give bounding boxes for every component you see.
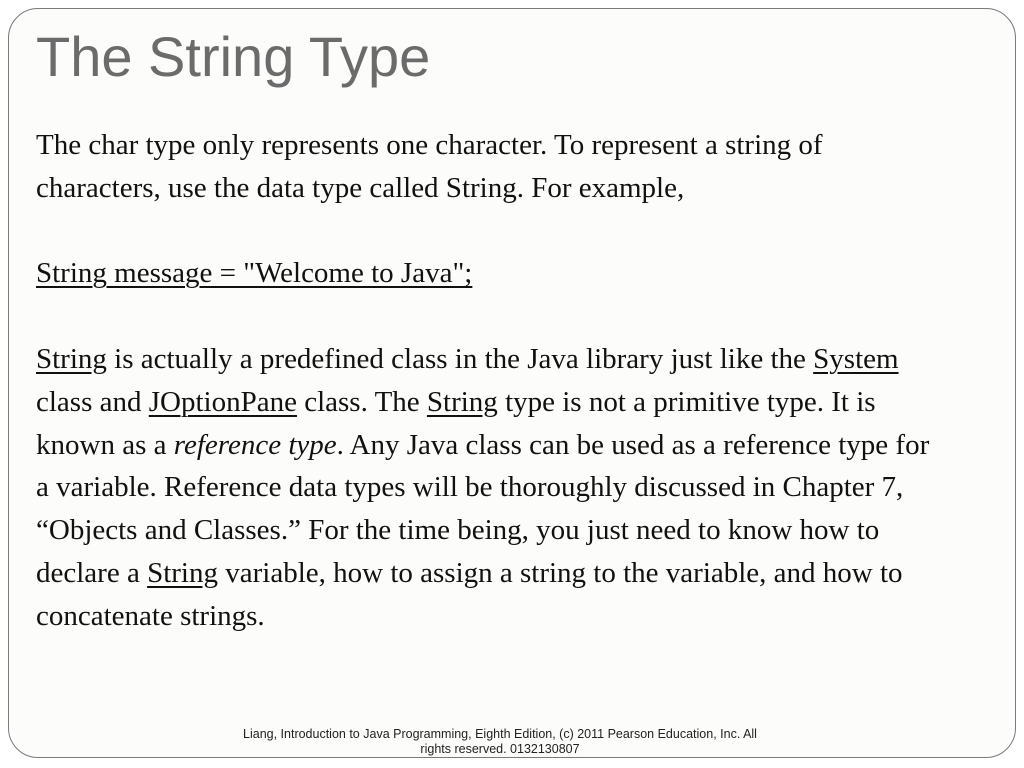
paragraph-text: variable, how to assign a string to the variable, and how to <box>217 556 903 589</box>
intro-line-2: characters, use the data type called String. For example, <box>36 171 685 204</box>
paragraph-line-5: “Objects and Classes.” For the time being, you just need to know how to <box>36 514 880 547</box>
slide-title: The String Type <box>36 25 431 88</box>
string-keyword: String <box>36 342 107 375</box>
paragraph-text: type is not a primitive type. It is <box>497 385 876 418</box>
paragraph-line-6 <box>36 552 996 595</box>
joptionpane-keyword: JOptionPane <box>148 385 297 418</box>
paragraph-line-2 <box>36 381 996 424</box>
slide-footer <box>190 727 810 757</box>
paragraph-line-7: concatenate strings. <box>36 599 265 632</box>
paragraph-text: . Any Java class can be used as a reference type for <box>336 428 930 461</box>
paragraph-line-1 <box>36 338 996 381</box>
slide-body <box>36 124 996 638</box>
spacer <box>36 210 996 253</box>
paragraph-line-3 <box>36 424 996 467</box>
paragraph-text: is actually a predefined class in the Java library just like the <box>106 342 814 375</box>
string-keyword: String <box>426 385 498 418</box>
intro-line-1: The char type only represents one character. To represent a string of <box>36 129 823 161</box>
paragraph-line-4: a variable. Reference data types will be thoroughly discussed in Chapter 7, <box>36 471 904 504</box>
string-keyword: String <box>147 556 218 589</box>
footer-line-2: rights reserved. 0132130807 <box>420 742 580 756</box>
paragraph-text: class. The <box>296 385 427 418</box>
spacer <box>36 295 996 338</box>
paragraph-text: class and <box>36 385 149 418</box>
code-example: String message = "Welcome to Java"; <box>36 257 473 290</box>
system-keyword: System <box>813 342 899 375</box>
paragraph-text: declare a <box>36 556 148 589</box>
footer-line-1: Liang, Introduction to Java Programming, Eighth Edition, (c) 2011 Pearson Education, Inc. All <box>243 727 757 741</box>
code-example-line <box>36 252 996 295</box>
reference-type-term: reference type <box>173 428 337 461</box>
paragraph-text: known as a <box>36 428 174 461</box>
